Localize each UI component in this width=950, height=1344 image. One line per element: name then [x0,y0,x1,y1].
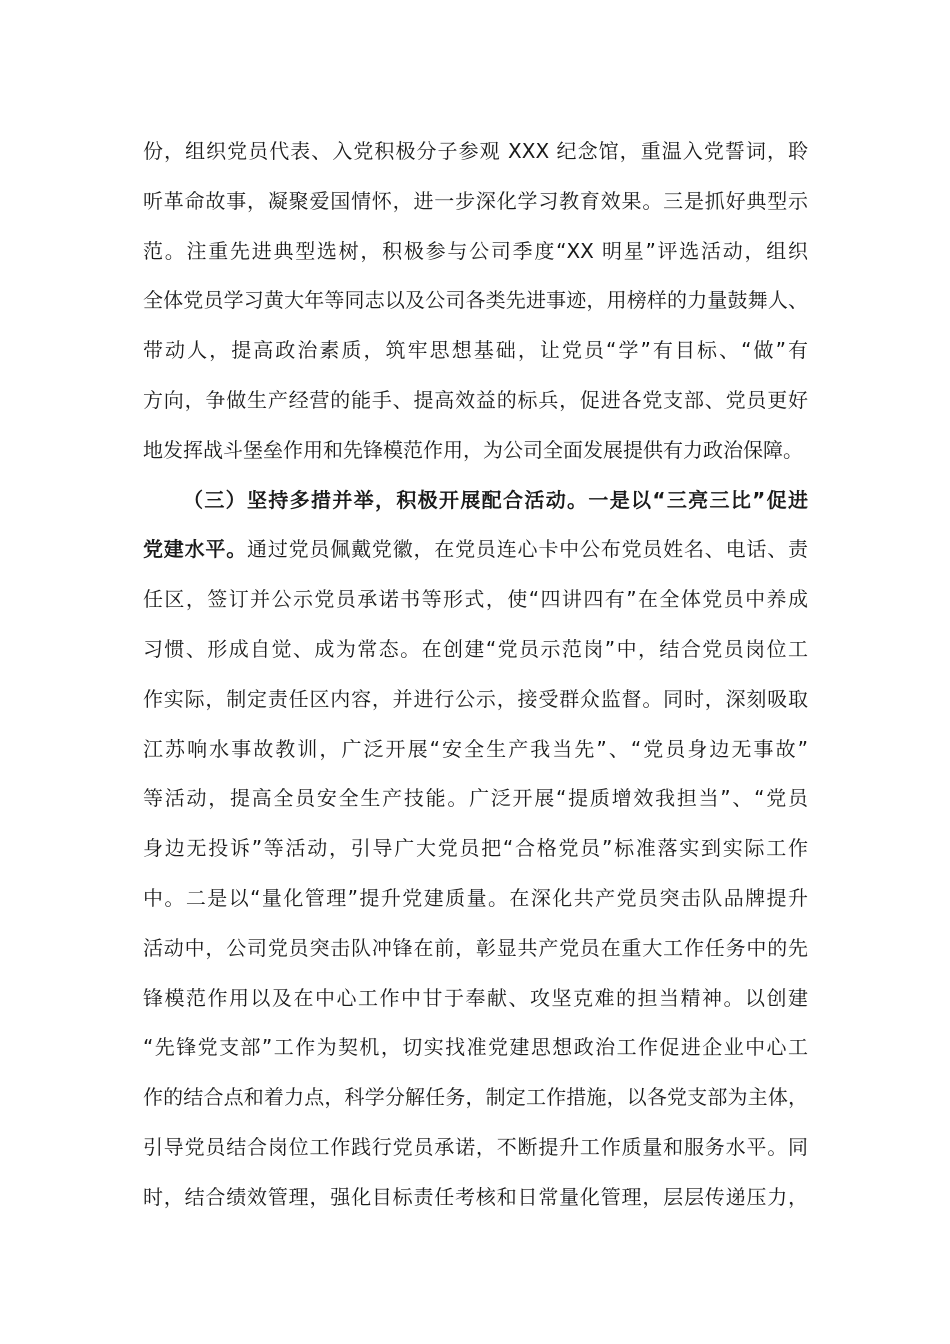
text-line: 地发挥战斗堡垒作用和先锋模范作用，为公司全面发展提供有力政治保障。 [143,437,803,462]
text-line: 时，结合绩效管理，强化目标责任考核和日常量化管理，层层传递压力， [143,1184,808,1209]
text-span: 通过党员佩戴党徽，在党员连心卡中公布党员姓名、电话、责 [247,537,809,562]
section-heading: （三）坚持多措并举，积极开展配合活动。一是以“三亮三比”促进 [183,487,808,512]
text-line: “先锋党支部”工作为契机，切实找准党建思想政治工作促进企业中心工 [143,1035,808,1060]
text-line: 方向，争做生产经营的能手、提高效益的标兵，促进各党支部、党员更好 [143,387,808,412]
text-line: 全体党员学习黄大年等同志以及公司各类先进事迹，用榜样的力量鼓舞人、 [143,288,808,313]
text-line: 份，组织党员代表、入党积极分子参观 XXX 纪念馆，重温入党誓词，聆 [143,139,808,163]
text-line: 范。注重先进典型选树，积极参与公司季度“XX 明星”评选活动，组织 [143,238,808,263]
text-line: 作的结合点和着力点，科学分解任务，制定工作措施，以各党支部为主体， [143,1085,808,1110]
text-line: 中。二是以“量化管理”提升党建质量。在深化共产党员突击队品牌提升 [143,885,808,910]
text-line [143,525,808,575]
text-line: 作实际，制定责任区内容，并进行公示，接受群众监督。同时，深刻吸取 [143,686,808,711]
text-line: 锋模范作用以及在中心工作中甘于奉献、攻坚克难的担当精神。以创建 [143,985,808,1010]
text-line: 江苏响水事故教训，广泛开展“安全生产我当先”、“党员身边无事故” [143,736,808,761]
text-line: 任区，签订并公示党员承诺书等形式，使“四讲四有”在全体党员中养成 [143,587,808,612]
text-line: 身边无投诉”等活动，引导广大党员把“合格党员”标准落实到实际工作 [143,836,808,861]
section-heading-continuation: 党建水平。 [143,537,248,562]
text-line: 引导党员结合岗位工作践行党员承诺，不断提升工作质量和服务水平。同 [143,1134,808,1159]
text-line: 习惯、形成自觉、成为常态。在创建“党员示范岗”中，结合党员岗位工 [143,636,808,661]
document-body [143,127,808,1223]
text-line: 听革命故事，凝聚爱国情怀，进一步深化学习教育效果。三是抓好典型示 [143,188,808,213]
text-line: 活动中，公司党员突击队冲锋在前，彰显共产党员在重大工作任务中的先 [143,935,808,960]
text-line: 带动人，提高政治素质，筑牢思想基础，让党员“学”有目标、“做”有 [143,338,808,363]
text-line: 等活动，提高全员安全生产技能。广泛开展“提质增效我担当”、“党员 [143,786,808,811]
